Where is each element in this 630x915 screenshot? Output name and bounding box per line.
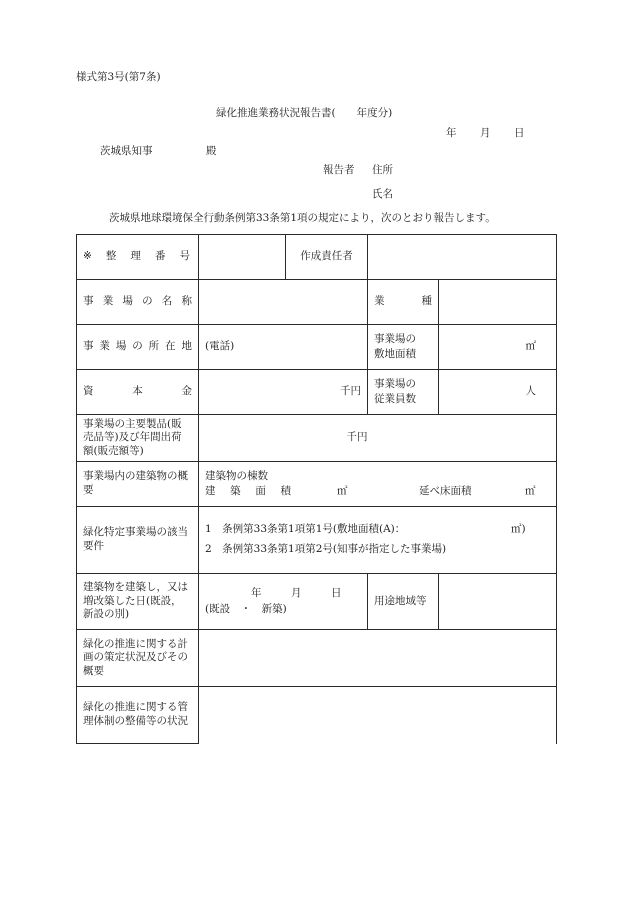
date-year-label: 年 [446, 127, 457, 139]
manager-field[interactable] [368, 235, 557, 280]
reference-number-field[interactable] [199, 235, 286, 280]
label-employees: 事業場の 従業員数 [368, 370, 439, 415]
qualification-item-2[interactable]: 2 条例第33条第1項第2号(知事が指定した事業場) [205, 543, 447, 555]
phone-label: (電話) [205, 340, 235, 353]
row-qualification [77, 507, 557, 574]
capital-field[interactable] [199, 370, 368, 415]
name-label: 氏名 [372, 188, 393, 200]
label-zoning: 用途地域等 [368, 574, 439, 630]
row-build-date [77, 574, 557, 630]
building-overview-field[interactable] [199, 462, 557, 507]
unit-person: 人 [525, 385, 536, 398]
date-day-label: 日 [514, 127, 525, 139]
reporter-label: 報告者 [323, 164, 355, 176]
row-reference-number [77, 235, 557, 280]
main-products-field[interactable] [199, 415, 368, 462]
employees-field[interactable] [439, 370, 557, 415]
industry-field[interactable] [439, 280, 557, 325]
row-site-address [77, 325, 557, 370]
honorific: 殿 [206, 145, 217, 157]
site-area-field[interactable] [439, 325, 557, 370]
intro-statement: 茨城県地球環境保全行動条例第33条第1項の規定により，次のとおり報告します。 [109, 212, 496, 224]
label-management-system: 緑化の推進に関する管理体制の整備等の状況 [77, 687, 199, 744]
date-month-label: 月 [480, 127, 491, 139]
document-title: 緑化推進業務状況報告書( 年度分) [216, 107, 393, 119]
row-main-products [77, 415, 557, 462]
label-build-date: 建築物を建築し，又は増改築した日(既設，新設の別) [77, 574, 199, 630]
addressee: 茨城県知事 [100, 145, 153, 157]
site-address-field[interactable] [199, 325, 368, 370]
asterisk-mark: ※ [83, 250, 92, 263]
row-site-name [77, 280, 557, 325]
address-label: 住所 [372, 164, 393, 176]
unit-thousand-yen-2: 千円 [346, 431, 368, 444]
label-qualification: 緑化特定事業場の該当要件 [77, 507, 199, 574]
report-form-table [76, 234, 557, 744]
build-date-field[interactable]: 年 月 日 (既設 ・ 新築) [199, 574, 368, 630]
qualification-field[interactable] [199, 507, 557, 574]
label-industry: 業 種 [368, 280, 439, 325]
zoning-field[interactable] [439, 574, 557, 630]
label-site-area: 事業場の 敷地面積 [368, 325, 439, 370]
label-capital: 資 本 金 [77, 370, 199, 415]
unit-square-meter-3: ㎡ [525, 485, 536, 498]
label-building-overview: 事業場内の建築物の概要 [77, 462, 199, 507]
unit-square-meter-4: ㎡) [511, 523, 526, 536]
row-management-system [77, 687, 557, 744]
unit-square-meter-2: ㎡ [337, 485, 348, 498]
label-manager: 作成責任者 [286, 235, 368, 280]
label-reference-number: ※ 整 理 番 号 [77, 235, 199, 280]
unit-square-meter: ㎡ [525, 340, 536, 353]
management-system-field[interactable] [199, 687, 557, 744]
building-count-label: 建築物の棟数 [205, 469, 268, 482]
building-area-label: 建 築 面 積 [205, 485, 291, 498]
build-status[interactable]: (既設 ・ 新築) [205, 602, 287, 615]
form-number: 様式第3号(第7条) [76, 71, 161, 83]
label-site-name: 事 業 場 の 名 称 [77, 280, 199, 325]
greening-plan-field[interactable] [199, 630, 557, 687]
shipment-value-field[interactable] [368, 415, 557, 462]
row-building-overview [77, 462, 557, 507]
row-greening-plan [77, 630, 557, 687]
site-name-field[interactable] [199, 280, 368, 325]
floor-area-label: 延べ床面積 [419, 485, 472, 498]
qualification-item-1[interactable]: 1 条例第33条第1項第1号(敷地面積(A)： ㎡) [205, 520, 550, 540]
label-main-products: 事業場の主要製品(販売品等)及び年間出荷額(販売額等) [77, 415, 199, 462]
unit-thousand-yen: 千円 [340, 385, 361, 398]
label-greening-plan: 緑化の推進に関する計画の策定状況及びその概要 [77, 630, 199, 687]
row-capital [77, 370, 557, 415]
label-site-address: 事 業 場 の 所 在 地 [77, 325, 199, 370]
